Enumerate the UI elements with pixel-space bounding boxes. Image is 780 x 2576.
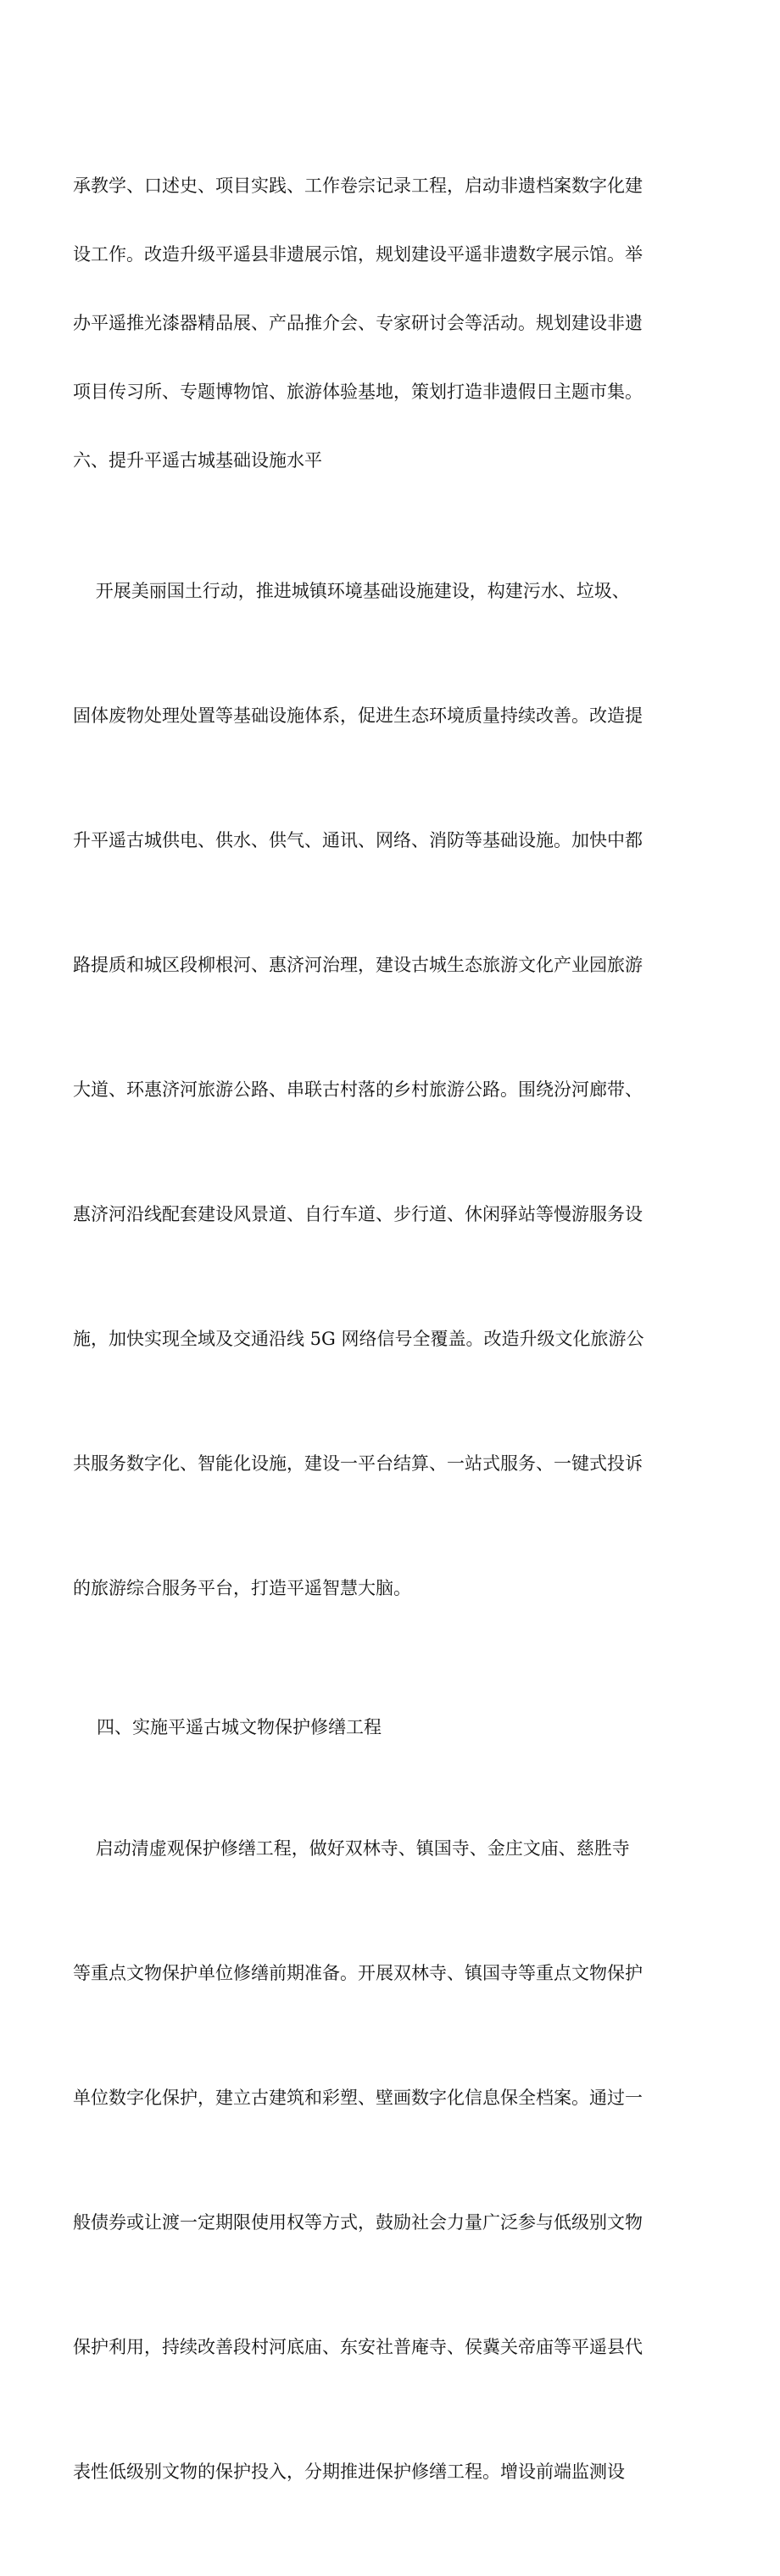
text-line: 等重点文物保护单位修缮前期准备。开展双林寺、镇国寺等重点文物保护	[73, 1963, 643, 1983]
text-line: 启动清虚观保护修缮工程，做好双林寺、镇国寺、金庄文庙、慈胜寺	[73, 1838, 630, 1859]
text-line: 保护利用，持续改善段村河底庙、东安社普庵寺、侯冀关帝庙等平遥县代	[73, 2337, 643, 2357]
intro-paragraph	[73, 129, 709, 449]
section-six-paragraph	[73, 488, 709, 1692]
text-line: 办平遥推光漆器精品展、产品推介会、专家研讨会等活动。规划建设非遗	[73, 313, 643, 333]
text-line: 开展美丽国土行动，推进城镇环境基础设施建设，构建污水、垃圾、	[73, 581, 630, 601]
text-line: 路提质和城区段柳根河、惠济河治理，建设古城生态旅游文化产业园旅游	[73, 955, 643, 975]
heading-section-four: 四、实施平遥古城文物保护修缮工程	[97, 1717, 382, 1737]
heading-section-six: 六、提升平遥古城基础设施水平	[73, 450, 322, 471]
text-line: 大道、环惠济河旅游公路、串联古村落的乡村旅游公路。围绕汾河廊带、	[73, 1079, 643, 1100]
text-line: 般债券或让渡一定期限使用权等方式，鼓励社会力量广泛参与低级别文物	[73, 2212, 643, 2233]
document-page	[73, 129, 709, 2576]
text-line: 固体废物处理处置等基础设施体系，促进生态环境质量持续改善。改造提	[73, 705, 643, 726]
text-line: 设工作。改造升级平遥县非遗展示馆，规划建设平遥非遗数字展示馆。举	[73, 244, 643, 265]
text-line: 升平遥古城供电、供水、供气、通讯、网络、消防等基础设施。加快中都	[73, 830, 643, 850]
text-line: 表性低级别文物的保护投入，分期推进保护修缮工程。增设前端监测设	[73, 2462, 625, 2482]
text-line: 惠济河沿线配套建设风景道、自行车道、步行道、休闲驿站等慢游服务设	[73, 1204, 643, 1224]
text-line: 施，加快实现全域及交通沿线 5G 网络信号全覆盖。改造升级文化旅游公	[73, 1329, 644, 1349]
text-line: 的旅游综合服务平台，打造平遥智慧大脑。	[73, 1578, 411, 1598]
text-line: 共服务数字化、智能化设施，建设一平台结算、一站式服务、一键式投诉	[73, 1453, 643, 1474]
text-line: 单位数字化保护，建立古建筑和彩塑、壁画数字化信息保全档案。通过一	[73, 2088, 643, 2108]
text-line: 承教学、口述史、项目实践、工作卷宗记录工程，启动非遗档案数字化建	[73, 176, 643, 196]
section-four-paragraph	[73, 1745, 709, 2576]
text-line: 项目传习所、专题博物馆、旅游体验基地，策划打造非遗假日主题市集。	[73, 382, 643, 402]
